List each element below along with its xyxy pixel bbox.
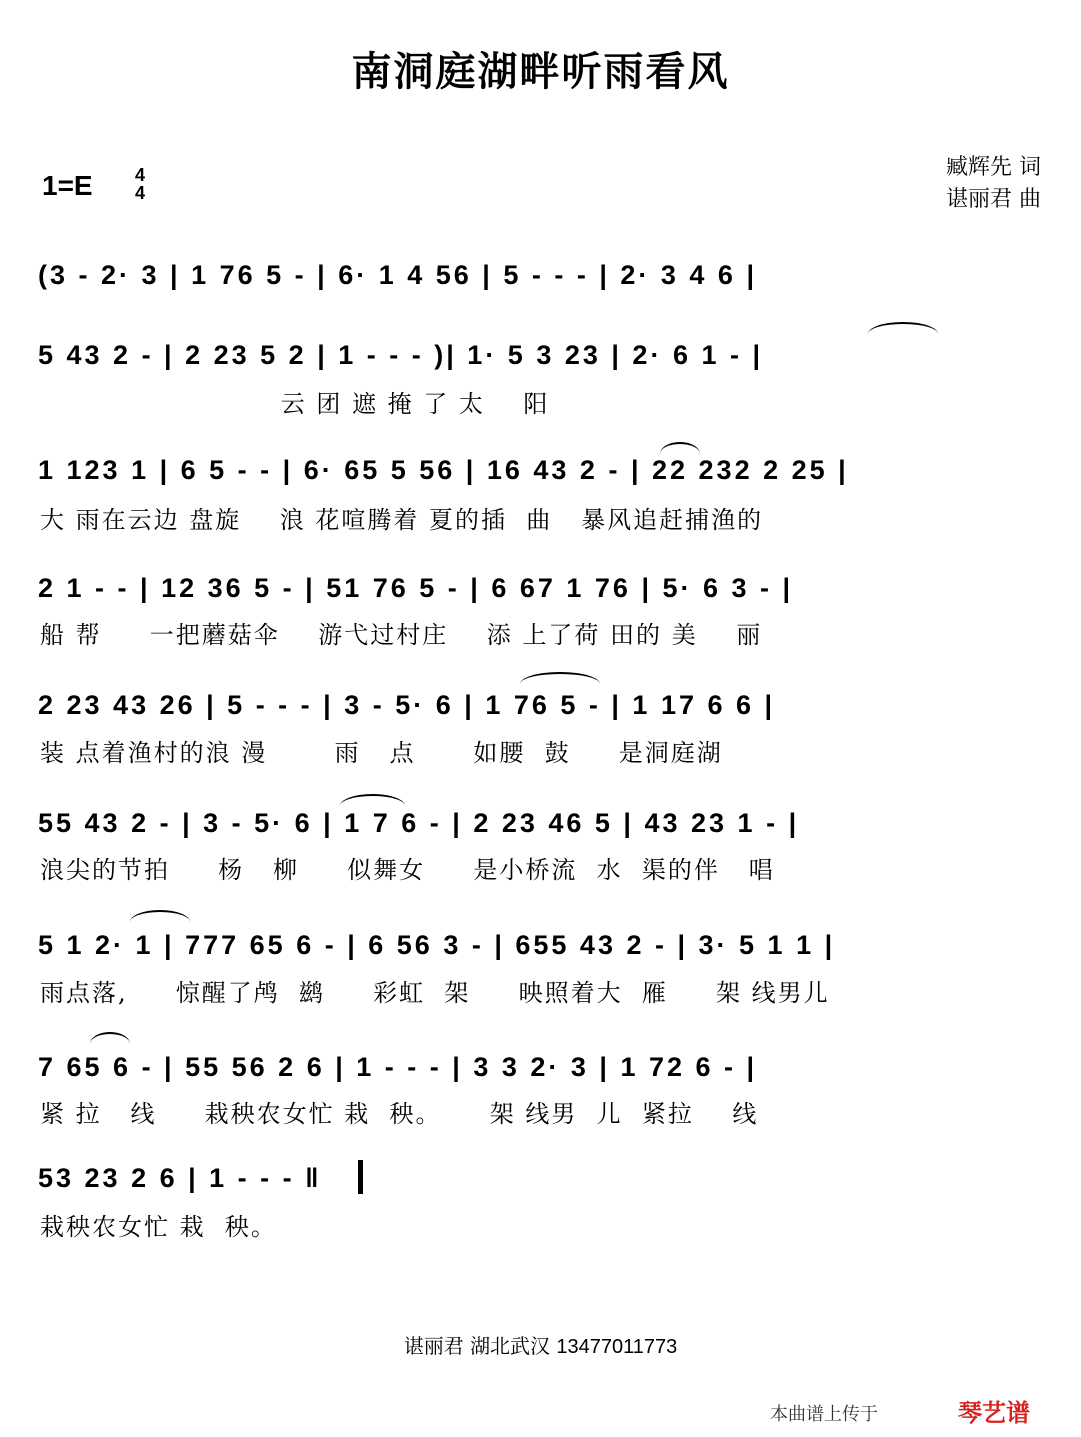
- tie-mark: [868, 322, 938, 334]
- notation-row-1: (3 - 2· 3 | 1 76 5 - | 6· 1 4 56 | 5 - - - | 2· 3 4 6 |: [38, 260, 758, 290]
- time-top: 4: [134, 165, 145, 185]
- lyrics-row-5: 装 点着渔村的浪 漫 雨 点 如腰 鼓 是洞庭湖: [40, 739, 723, 767]
- lyrics-row-2: 云 团 遮 掩 了 太 阳: [40, 390, 550, 418]
- lyrics-row-6: 浪尖的节拍 杨 柳 似舞女 是小桥流 水 渠的伴 唱: [40, 856, 775, 884]
- footer-place: 湖北武汉: [470, 1334, 551, 1358]
- notation-row-4: 2 1 - - | 12 36 5 - | 51 76 5 - | 6 67 1 76 | 5· 6 3 - |: [38, 573, 794, 603]
- credits: [946, 152, 1041, 216]
- tie-mark: [90, 1032, 130, 1044]
- footer-name: 谌丽君: [403, 1334, 464, 1358]
- tie-mark: [340, 794, 405, 806]
- lyrics-row-4: 船 帮 一把蘑菇伞 游弋过村庄 添 上了荷 田的 美 丽: [40, 621, 763, 649]
- notation-row-2: 5 43 2 - | 2 23 5 2 | 1 - - - )| 1· 5 3 23 | 2· 6 1 - |: [38, 340, 764, 370]
- notation-row-9: 53 23 2 6 | 1 - - - ‖: [38, 1163, 322, 1193]
- time-bottom: 4: [134, 183, 145, 203]
- footer-phone: 13477011773: [556, 1336, 678, 1358]
- lyrics-row-9: 栽秧农女忙 栽 秧。: [40, 1213, 277, 1241]
- notation-row-3: 1 123 1 | 6 5 - - | 6· 65 5 56 | 16 43 2 - | 22 232 2 25 |: [38, 455, 849, 485]
- lyrics-row-8: 紧 拉 线 栽秧农女忙 栽 秧。 架 线男 儿 紧拉 线: [40, 1100, 759, 1128]
- upload-watermark: 本曲谱上传于: [770, 1404, 878, 1425]
- composer-credit: 谌丽君 曲: [946, 187, 1041, 212]
- lyricist-credit: 臧辉先 词: [946, 155, 1041, 180]
- key-signature: [42, 165, 145, 203]
- lyrics-row-7: 雨点落, 惊醒了鸬 鹚 彩虹 架 映照着大 雁 架 线男儿: [40, 979, 830, 1007]
- time-signature: [130, 166, 150, 202]
- page-title: 南洞庭湖畔听雨看风: [351, 48, 730, 95]
- notation-row-6: 55 43 2 - | 3 - 5· 6 | 1 7 6 - | 2 23 46 5 | 43 23 1 - |: [38, 808, 800, 838]
- lyrics-row-3: 大 雨在云边 盘旋 浪 花喧腾着 夏的插 曲 暴风追赶捕渔的: [40, 506, 764, 534]
- notation-row-5: 2 23 43 26 | 5 - - - | 3 - 5· 6 | 1 76 5 - | 1 17 6 6 |: [38, 690, 776, 720]
- brand-logo[interactable]: 琴艺谱: [958, 1399, 1030, 1427]
- key-label: 1=E: [42, 170, 93, 201]
- footer-contact: [0, 1330, 1081, 1359]
- notation-row-7: 5 1 2· 1 | 777 65 6 - | 6 56 3 - | 655 43 2 - | 3· 5 1 1 |: [38, 930, 836, 960]
- tie-mark: [660, 442, 700, 454]
- final-barline: [358, 1160, 363, 1194]
- notation-row-8: 7 65 6 - | 55 56 2 6 | 1 - - - | 3 3 2· 3 | 1 72 6 - |: [38, 1052, 758, 1082]
- tie-mark: [130, 910, 190, 922]
- tie-mark: [520, 672, 600, 684]
